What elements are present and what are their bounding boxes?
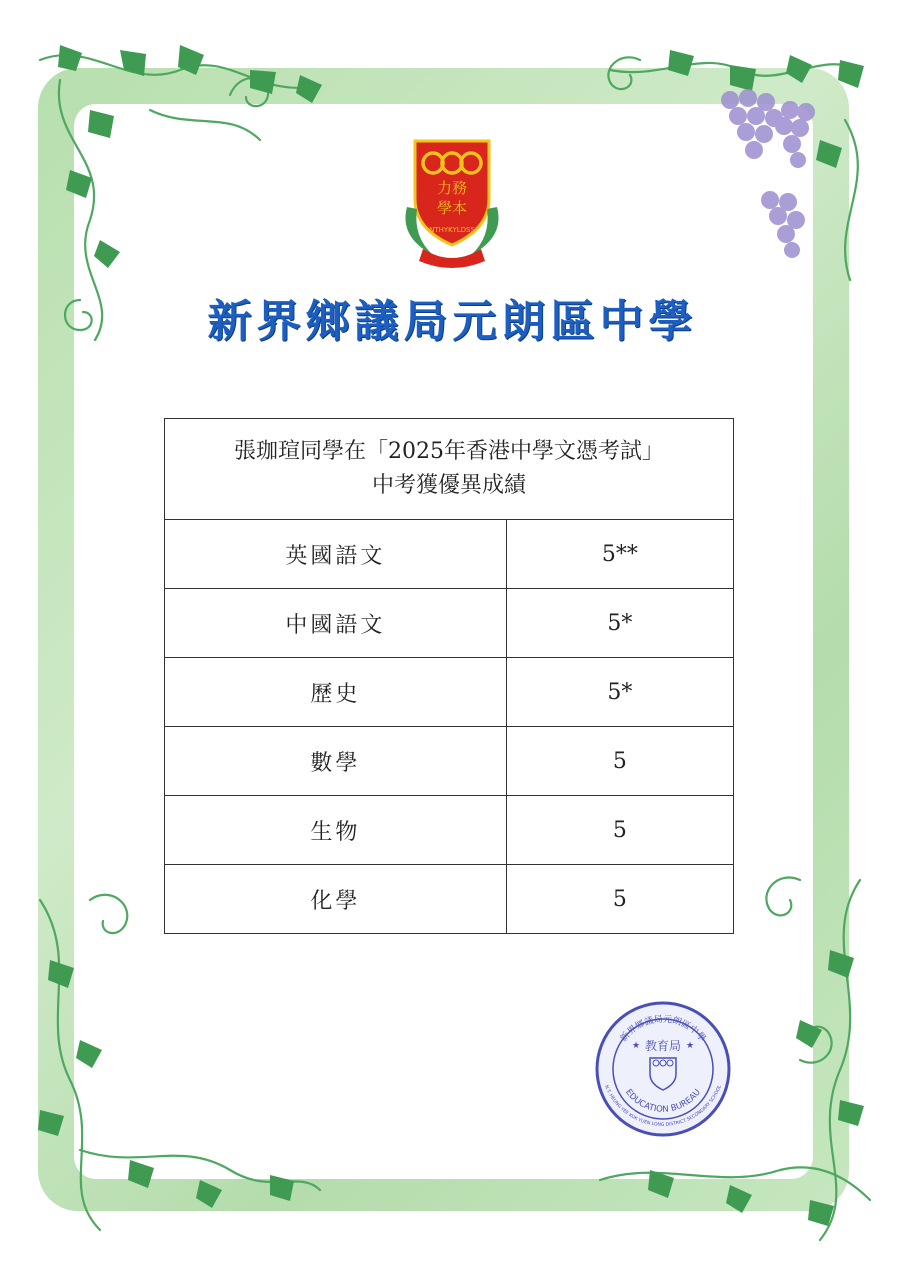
grade-cell: 5 [506,865,733,934]
announcement-line-1: 張珈瑄同學在「2025年香港中學文憑考試」 [234,439,664,464]
results-table [164,418,734,934]
crest-motto-bottom: 學本 [436,199,468,217]
seal-star-left-icon: ★ [632,1041,641,1051]
crest-motto-top: 力務 [436,179,468,197]
subject-cell: 英國語文 [165,520,507,589]
subject-cell: 中國語文 [165,589,507,658]
school-name-title: 新界鄉議局元朗區中學 [207,296,698,347]
grade-cell: 5* [506,589,733,658]
seal-star-right-icon: ★ [686,1041,695,1051]
table-row [165,796,734,865]
grade-cell: 5* [506,658,733,727]
seal-top-text: 新界鄉議局元朗區中學 [618,1014,708,1044]
school-seal-stamp [594,1000,732,1138]
school-crest-logo [393,137,511,271]
seal-bottom-text: EDUCATION BUREAU [623,1087,703,1115]
table-row [165,520,734,589]
table-row [165,727,734,796]
announcement-header [165,419,734,520]
subject-cell: 歷史 [165,658,507,727]
subject-cell: 數學 [165,727,507,796]
grade-cell: 5 [506,796,733,865]
subject-cell: 化學 [165,865,507,934]
seal-side-text: N.T. HEUNG YEE KUK YUEN LONG DISTRICT SECONDARY SCHOOL [603,1084,723,1128]
subject-cell: 生物 [165,796,507,865]
table-row [165,589,734,658]
seal-center-text: 教育局 [644,1039,682,1053]
crest-initials: NTHYKYLDSS [429,226,475,234]
grade-cell: 5 [506,727,733,796]
announcement-line-2: 中考獲優異成績 [371,473,526,498]
table-row [165,865,734,934]
grape-cluster-icon [721,89,815,258]
table-row [165,658,734,727]
grade-cell: 5** [506,520,733,589]
